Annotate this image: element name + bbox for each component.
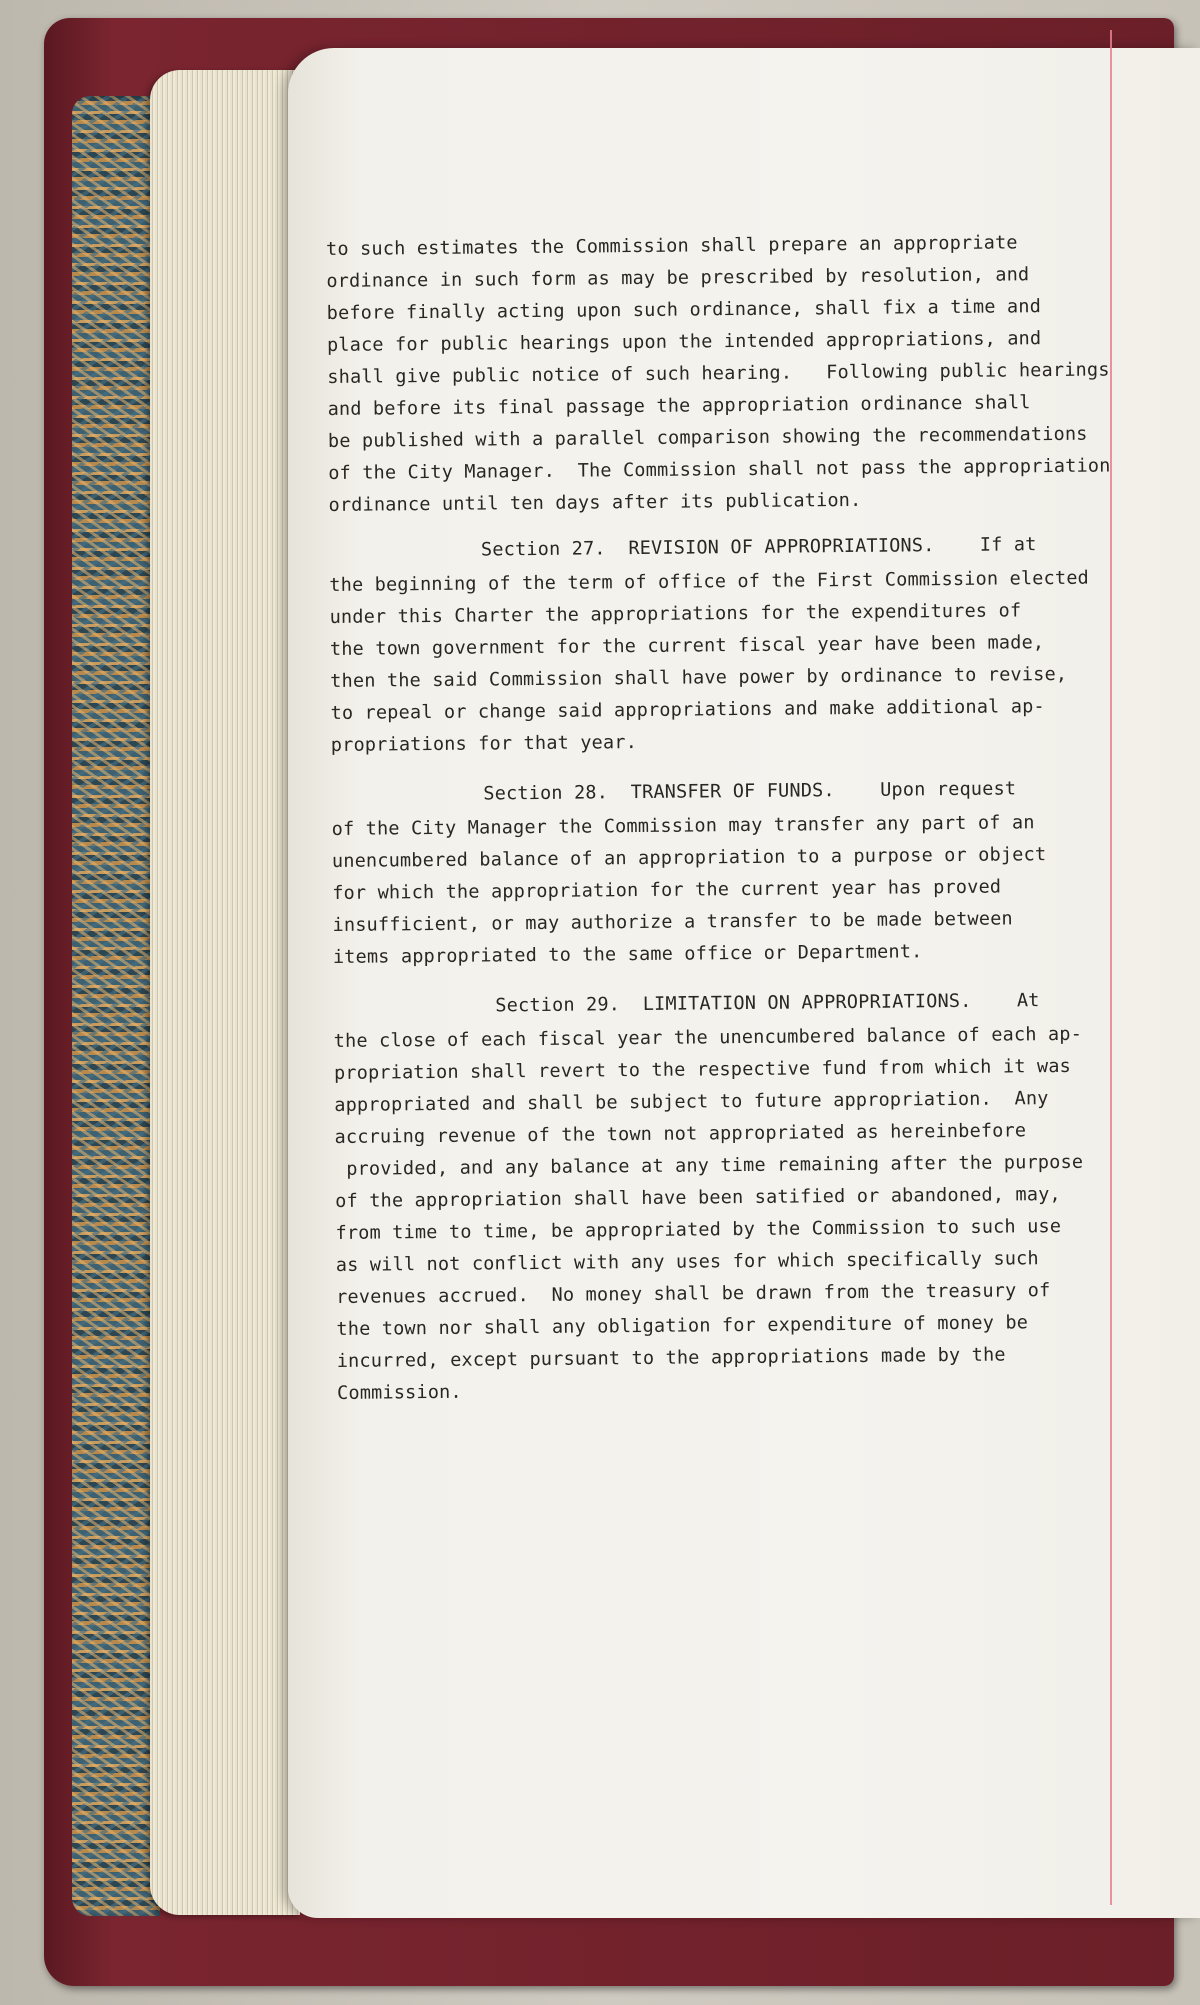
- text-line: items appropriated to the same office or Department.: [332, 941, 923, 968]
- text-line: insufficient, or may authorize a transfer to be made between: [332, 908, 1013, 936]
- text-line: to such estimates the Commission shall prepare an appropriate: [326, 232, 1018, 260]
- text-line: the beginning of the term of office of the First Commission elected: [329, 567, 1090, 596]
- text-line: shall give public notice of such hearing. Following public hearings: [327, 359, 1110, 388]
- text-line: then the said Commission shall have power by ordinance to revise,: [330, 663, 1068, 692]
- section-heading: Section 28. TRANSFER OF FUNDS. Upon request: [483, 778, 1017, 805]
- text-line: place for public hearings upon the intended appropriations, and: [326, 328, 1042, 356]
- text-line: under this Charter the appropriations for the expenditures of: [329, 600, 1022, 628]
- text-line: from time to time, be appropriated by the Commission to such use: [335, 1215, 1062, 1244]
- text-line: incurred, except pursuant to the appropriations made by the: [336, 1344, 1006, 1372]
- text-line: propriation shall revert to the respective fund from which it was: [333, 1055, 1072, 1084]
- text-line: ordinance until ten days after its publication.: [328, 489, 862, 516]
- text-line: as will not conflict with any uses for which specifically such: [335, 1248, 1039, 1276]
- text-line: and before its final passage the appropriation ordinance shall: [327, 392, 1031, 420]
- text-line: the town nor shall any obligation for expenditure of money be: [336, 1312, 1029, 1340]
- text-line: ordinance in such form as may be prescribed by resolution, and: [326, 264, 1030, 292]
- text-line: Commission.: [336, 1381, 462, 1404]
- text-line: of the City Manager the Commission may transfer any part of an: [331, 812, 1035, 840]
- page-stack-edge: [150, 70, 300, 1915]
- section-heading: Section 29. LIMITATION ON APPROPRIATIONS. At: [495, 990, 1040, 1017]
- text-line: the town government for the current fiscal year have been made,: [329, 632, 1045, 660]
- marbled-edge: [72, 96, 160, 1916]
- text-line: accruing revenue of the town not appropriated as hereinbefore: [334, 1120, 1027, 1148]
- text-line: of the appropriation shall have been satified or abandoned, may,: [335, 1183, 1061, 1212]
- text-line: unencumbered balance of an appropriation to a purpose or object: [331, 844, 1047, 872]
- typed-text-block: [326, 230, 1140, 1718]
- text-line: be published with a parallel comparison showing the recommendations: [327, 423, 1088, 452]
- text-line: the close of each fiscal year the unencumbered balance of each ap-: [333, 1023, 1083, 1052]
- text-line: appropriated and shall be subject to future appropriation. Any: [334, 1088, 1049, 1116]
- text-line: for which the appropriation for the current year has proved: [332, 876, 1002, 904]
- section-heading: Section 27. REVISION OF APPROPRIATIONS. If at: [480, 534, 1037, 561]
- text-line: before finally acting upon such ordinance, shall fix a time and: [326, 296, 1042, 324]
- text-line: revenues accrued. No money shall be drawn from the treasury of: [336, 1280, 1051, 1308]
- text-line: to repeal or change said appropriations and make additional ap-: [330, 696, 1045, 724]
- text-line: propriations for that year.: [330, 732, 638, 756]
- text-line: provided, and any balance at any time remaining after the purpose: [334, 1151, 1084, 1180]
- text-line: of the City Manager. The Commission shall not pass the appropriation: [328, 455, 1111, 484]
